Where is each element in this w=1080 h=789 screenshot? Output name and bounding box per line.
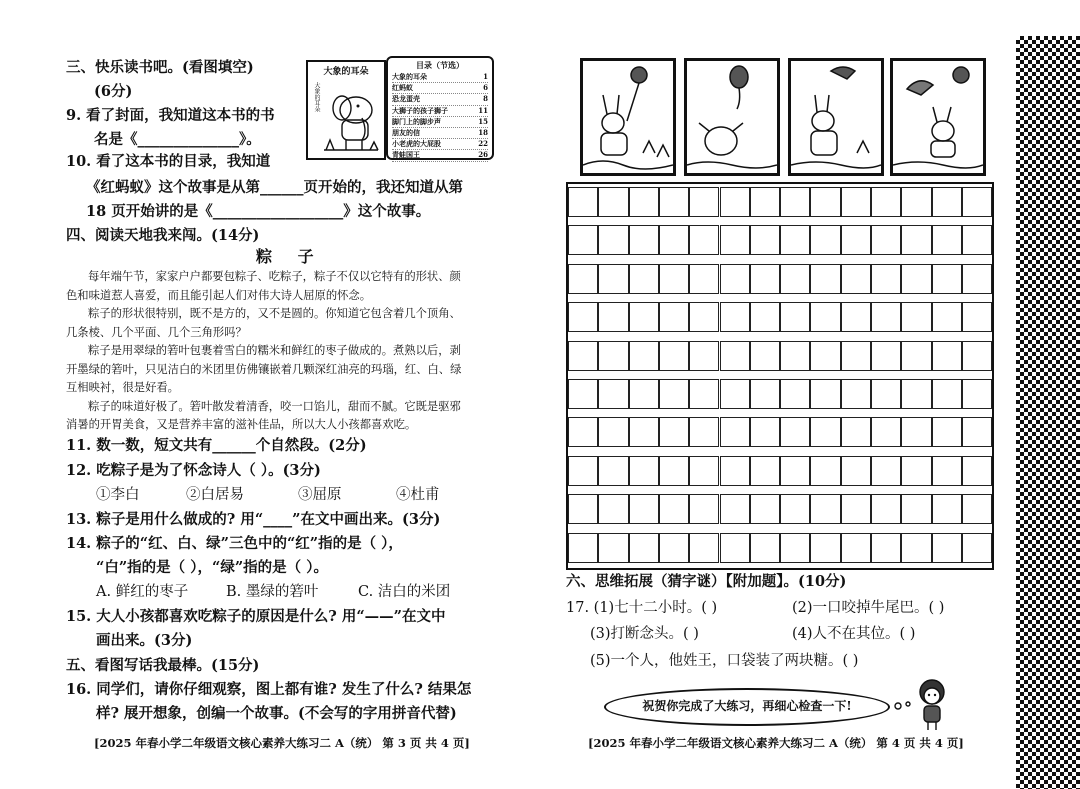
checkered-binding-strip [1016, 36, 1080, 789]
grid-cell[interactable] [901, 225, 931, 255]
grid-cell[interactable] [598, 417, 628, 447]
q12-option-4: ④杜甫 [396, 487, 440, 503]
q14-option-a: A. 鲜红的枣子 [96, 584, 189, 600]
toc-title: 目录（节选） [416, 60, 464, 70]
toc-item-name: 小老虎的大屁股 [392, 139, 441, 149]
girl-character-icon [886, 674, 952, 734]
passage-line: 几条棱、几个平面、几个三角形吗？ [66, 325, 247, 339]
grid-cell[interactable] [962, 225, 992, 255]
grid-cell[interactable] [568, 494, 598, 524]
grid-cell[interactable] [689, 225, 719, 255]
grid-cell[interactable] [780, 264, 810, 294]
grid-cell[interactable] [932, 302, 962, 332]
toc-item [392, 139, 488, 150]
q12: 12. 吃粽子是为了怀念诗人（ ）。(3分) [66, 462, 321, 479]
grid-cell[interactable] [901, 187, 931, 217]
grid-cell[interactable] [810, 417, 840, 447]
toc-item [392, 128, 488, 139]
grid-cell[interactable] [598, 225, 628, 255]
grid-cell[interactable] [629, 379, 659, 409]
grid-cell[interactable] [841, 379, 871, 409]
grid-cell[interactable] [598, 456, 628, 486]
grid-cell[interactable] [810, 225, 840, 255]
section3-score: (6分) [94, 83, 133, 100]
q14-line1: 14. 粽子的“红、白、绿”三色中的“红”指的是（ ）， [66, 535, 403, 552]
passage-line: 互相映衬，很是好看。 [66, 381, 179, 394]
grid-cell[interactable] [720, 302, 750, 332]
grid-cell[interactable] [568, 379, 598, 409]
rabbit-balloon-illustration-2 [687, 61, 777, 173]
toc-item-name: 朋友的信 [392, 128, 420, 138]
grid-cell[interactable] [659, 417, 689, 447]
toc-item-page: 1 [483, 72, 488, 81]
comic-panel-3 [788, 58, 884, 176]
q17-riddle-1: 17. (1)七十二小时。( ) [566, 600, 718, 616]
q14-option-c: C. 洁白的米团 [358, 584, 451, 600]
grid-cell[interactable] [720, 533, 750, 563]
grid-cell[interactable] [810, 379, 840, 409]
grid-cell[interactable] [750, 302, 780, 332]
grid-cell[interactable] [932, 417, 962, 447]
grid-cell[interactable] [780, 533, 810, 563]
grid-cell[interactable] [629, 341, 659, 371]
grid-cell[interactable] [750, 456, 780, 486]
writing-grid[interactable] [566, 182, 994, 570]
grid-cell[interactable] [629, 225, 659, 255]
grid-cell[interactable] [780, 341, 810, 371]
toc-item-page: 8 [483, 94, 488, 104]
passage-line: 粽子是用翠绿的箬叶包裹着雪白的糯米和鲜红的枣子做成的。煮熟以后，剥 [88, 344, 461, 357]
grid-cell[interactable] [932, 341, 962, 371]
grid-cell[interactable] [962, 456, 992, 486]
grid-cell[interactable] [750, 533, 780, 563]
q13: 13. 粽子是用什么做成的? 用“____”在文中画出来。(3分) [66, 511, 441, 528]
grid-cell[interactable] [841, 456, 871, 486]
passage-line: 粽子的味道好极了。箬叶散发着清香，咬一口馅儿，甜而不腻。它既是驱邪 [88, 399, 461, 413]
grid-cell[interactable] [810, 456, 840, 486]
passage-line: 开墨绿的箬叶，只见洁白的米团里仿佛镶嵌着几颗深红油亮的玛瑙，红、白、绿 [66, 362, 462, 376]
grid-cell[interactable] [932, 225, 962, 255]
grid-cell[interactable] [720, 456, 750, 486]
section3-heading: 三、快乐读书吧。(看图填空) [66, 59, 254, 76]
grid-cell[interactable] [780, 225, 810, 255]
grid-cell[interactable] [962, 379, 992, 409]
grid-cell[interactable] [932, 533, 962, 563]
grid-cell[interactable] [568, 533, 598, 563]
grid-cell[interactable] [780, 187, 810, 217]
passage-line: 色和味道惹人喜爱，而且能引起人们对伟大诗人屈原的怀念。 [66, 288, 372, 302]
toc-item-name: 青蛙国王 [392, 150, 420, 160]
grid-cell[interactable] [598, 379, 628, 409]
grid-cell[interactable] [659, 302, 689, 332]
grid-cell[interactable] [659, 494, 689, 524]
grid-cell[interactable] [901, 456, 931, 486]
grid-cell[interactable] [841, 302, 871, 332]
passage-line: 每年端午节，家家户户都要包粽子、吃粽子，粽子不仅以它特有的形状、颜 [88, 270, 461, 283]
grid-cell[interactable] [689, 417, 719, 447]
grid-cell[interactable] [901, 302, 931, 332]
section6-heading: 六、思维拓展（猜字谜）【附加题】。(10分) [566, 573, 847, 590]
grid-cell[interactable] [598, 341, 628, 371]
comic-panel-4 [890, 58, 986, 176]
toc-list [392, 72, 488, 162]
grid-cell[interactable] [871, 225, 901, 255]
grid-cell[interactable] [841, 417, 871, 447]
q10-line1: 10. 看了这本书的目录，我知道 [66, 153, 271, 170]
grid-cell[interactable] [750, 187, 780, 217]
toc-item [392, 150, 488, 161]
grid-cell[interactable] [841, 494, 871, 524]
grid-cell[interactable] [720, 264, 750, 294]
rabbit-bird-illustration [791, 61, 881, 173]
grid-cell[interactable] [689, 341, 719, 371]
section5-heading: 五、看图写话我最棒。(15分) [66, 657, 260, 674]
grid-cell[interactable] [629, 494, 659, 524]
grid-cell[interactable] [689, 456, 719, 486]
book-cover-spine-text: 大象的耳朵 [313, 82, 320, 112]
passage-title: 粽 子 [256, 247, 324, 266]
grid-cell[interactable] [720, 379, 750, 409]
grid-cell[interactable] [629, 417, 659, 447]
q14-option-b: B. 墨绿的箬叶 [226, 584, 319, 600]
q12-option-3: ③屈原 [298, 487, 342, 503]
q17-riddle-4: (4)人不在其位。( ) [792, 626, 916, 642]
grid-cell[interactable] [568, 187, 598, 217]
grid-cell[interactable] [659, 379, 689, 409]
q10-line2: 《红蚂蚁》这个故事是从第______页开始的，我还知道从第 [86, 179, 463, 196]
grid-cell[interactable] [689, 302, 719, 332]
q17-riddle-2: (2)一口咬掉牛尾巴。( ) [792, 600, 945, 616]
toc-item-page: 18 [478, 128, 488, 138]
grid-cell[interactable] [750, 341, 780, 371]
grid-cell[interactable] [962, 302, 992, 332]
grid-cell[interactable] [720, 417, 750, 447]
toc-item [392, 72, 488, 83]
elephant-illustration [322, 84, 380, 154]
grid-cell[interactable] [720, 494, 750, 524]
grid-cell[interactable] [901, 494, 931, 524]
grid-cell[interactable] [659, 456, 689, 486]
q12-option-1: ①李白 [96, 487, 140, 503]
grid-cell[interactable] [780, 379, 810, 409]
toc-item-page: 11 [478, 105, 488, 115]
grid-cell[interactable] [901, 533, 931, 563]
grid-cell[interactable] [598, 533, 628, 563]
grid-cell[interactable] [962, 494, 992, 524]
grid-cell[interactable] [871, 417, 901, 447]
q17-riddle-5: (5)一个人，他姓王，口袋装了两块糖。( ) [590, 653, 859, 669]
q10-line3: 18 页开始讲的是《__________________》这个故事。 [86, 203, 431, 220]
grid-cell[interactable] [689, 264, 719, 294]
grid-cell[interactable] [689, 494, 719, 524]
grid-cell[interactable] [720, 341, 750, 371]
grid-cell[interactable] [901, 341, 931, 371]
q9-line1: 9. 看了封面，我知道这本书的书 [66, 107, 275, 124]
grid-cell[interactable] [962, 187, 992, 217]
grid-cell[interactable] [841, 341, 871, 371]
grid-cell[interactable] [568, 264, 598, 294]
book-cover-title: 大象的耳朵 [323, 67, 369, 77]
grid-cell[interactable] [720, 225, 750, 255]
grid-cell[interactable] [629, 302, 659, 332]
grid-cell[interactable] [750, 225, 780, 255]
comic-panel-2 [684, 58, 780, 176]
grid-cell[interactable] [659, 264, 689, 294]
grid-cell[interactable] [962, 341, 992, 371]
grid-cell[interactable] [932, 456, 962, 486]
q16-line2: 样? 展开想象，创编一个故事。(不会写的字用拼音代替) [96, 705, 457, 722]
q9-line2: 名是《______________》。 [94, 131, 261, 148]
grid-cell[interactable] [962, 264, 992, 294]
bubble-text: 祝贺你完成了大练习，再细心检查一下! [642, 699, 852, 713]
grid-cell[interactable] [659, 225, 689, 255]
book-cover [306, 60, 386, 160]
grid-cell[interactable] [841, 533, 871, 563]
grid-cell[interactable] [871, 302, 901, 332]
speech-bubble [604, 688, 890, 726]
grid-cell[interactable] [629, 264, 659, 294]
grid-cell[interactable] [659, 533, 689, 563]
grid-cell[interactable] [810, 302, 840, 332]
q16-line1: 16. 同学们，请你仔细观察，图上都有谁? 发生了什么? 结果怎 [66, 681, 472, 698]
grid-cell[interactable] [598, 264, 628, 294]
grid-cell[interactable] [932, 187, 962, 217]
grid-cell[interactable] [871, 456, 901, 486]
grid-cell[interactable] [750, 379, 780, 409]
grid-cell[interactable] [598, 494, 628, 524]
grid-cell[interactable] [629, 533, 659, 563]
grid-cell[interactable] [598, 302, 628, 332]
grid-cell[interactable] [750, 417, 780, 447]
left-footer: [2025 年春小学二年级语文核心素养大练习二 A（统） 第 3 页 共 4 页] [94, 736, 470, 750]
grid-cell[interactable] [720, 187, 750, 217]
grid-cell[interactable] [810, 264, 840, 294]
grid-cell[interactable] [780, 494, 810, 524]
grid-cell[interactable] [780, 417, 810, 447]
grid-cell[interactable] [932, 264, 962, 294]
toc-item-name: 大象的耳朵 [392, 72, 427, 81]
grid-cell[interactable] [598, 187, 628, 217]
grid-cell[interactable] [871, 379, 901, 409]
toc-item [392, 117, 488, 128]
passage-line: 粽子的形状很特别，既不是方的，又不是圆的。你知道它包含着几个顶角、 [88, 307, 461, 320]
q14-line2: “白”指的是（ ），“绿”指的是（ ）。 [96, 559, 328, 576]
toc-item [392, 106, 488, 117]
grid-cell[interactable] [780, 302, 810, 332]
grid-cell[interactable] [871, 494, 901, 524]
rabbit-bird-balloon-illustration [893, 61, 983, 173]
q11: 11. 数一数，短文共有______个自然段。(2分) [66, 437, 367, 454]
grid-cell[interactable] [871, 187, 901, 217]
section4-heading: 四、阅读天地我来闯。(14分) [66, 227, 260, 244]
grid-cell[interactable] [629, 187, 659, 217]
rabbit-balloon-illustration-1 [583, 61, 673, 173]
toc-item-name: 脚门上的脚步声 [392, 116, 441, 126]
grid-cell[interactable] [871, 533, 901, 563]
grid-cell[interactable] [901, 264, 931, 294]
right-footer: [2025 年春小学二年级语文核心素养大练习二 A（统） 第 4 页 共 4 页] [588, 736, 964, 750]
grid-cell[interactable] [841, 225, 871, 255]
toc-item-page: 26 [478, 150, 488, 160]
toc-box [386, 56, 494, 160]
grid-cell[interactable] [871, 264, 901, 294]
toc-item-page: 15 [478, 116, 488, 126]
grid-cell[interactable] [841, 264, 871, 294]
grid-cell[interactable] [750, 264, 780, 294]
toc-item-name: 大狮子的孩子狮子 [392, 105, 448, 115]
q15-line1: 15. 大人小孩都喜欢吃粽子的原因是什么? 用“——”在文中 [66, 608, 446, 625]
grid-cell[interactable] [780, 456, 810, 486]
toc-item-page: 22 [478, 139, 488, 149]
grid-cell[interactable] [962, 533, 992, 563]
passage-line: 消暑的开胃美食，又是营养丰富的滋补佳品，所以大人小孩都喜欢吃。 [66, 418, 417, 431]
toc-item-name: 恐龙蛋壳 [392, 94, 420, 104]
grid-cell[interactable] [901, 379, 931, 409]
grid-cell[interactable] [629, 456, 659, 486]
q17-riddle-3: (3)打断念头。( ) [590, 626, 699, 642]
grid-cell[interactable] [568, 341, 598, 371]
grid-cell[interactable] [932, 494, 962, 524]
grid-cell[interactable] [871, 341, 901, 371]
grid-cell[interactable] [568, 302, 598, 332]
toc-item [392, 83, 488, 94]
grid-cell[interactable] [932, 379, 962, 409]
passage [66, 268, 506, 435]
grid-cell[interactable] [962, 417, 992, 447]
grid-cell[interactable] [810, 341, 840, 371]
toc-item-page: 6 [483, 83, 488, 93]
grid-cell[interactable] [901, 417, 931, 447]
grid-cell[interactable] [659, 187, 689, 217]
q12-option-2: ②白居易 [186, 487, 244, 503]
grid-cell[interactable] [568, 417, 598, 447]
grid-cell[interactable] [689, 187, 719, 217]
toc-item-name: 红蚂蚁 [392, 83, 413, 93]
toc-item [392, 94, 488, 105]
grid-cell[interactable] [810, 187, 840, 217]
q15-line2: 画出来。(3分) [96, 632, 193, 649]
grid-cell[interactable] [659, 341, 689, 371]
grid-cell[interactable] [810, 533, 840, 563]
grid-cell[interactable] [689, 379, 719, 409]
grid-cell[interactable] [841, 187, 871, 217]
grid-cell[interactable] [568, 225, 598, 255]
grid-cell[interactable] [568, 456, 598, 486]
grid-cell[interactable] [689, 533, 719, 563]
grid-cell[interactable] [750, 494, 780, 524]
comic-panel-1 [580, 58, 676, 176]
grid-cell[interactable] [810, 494, 840, 524]
